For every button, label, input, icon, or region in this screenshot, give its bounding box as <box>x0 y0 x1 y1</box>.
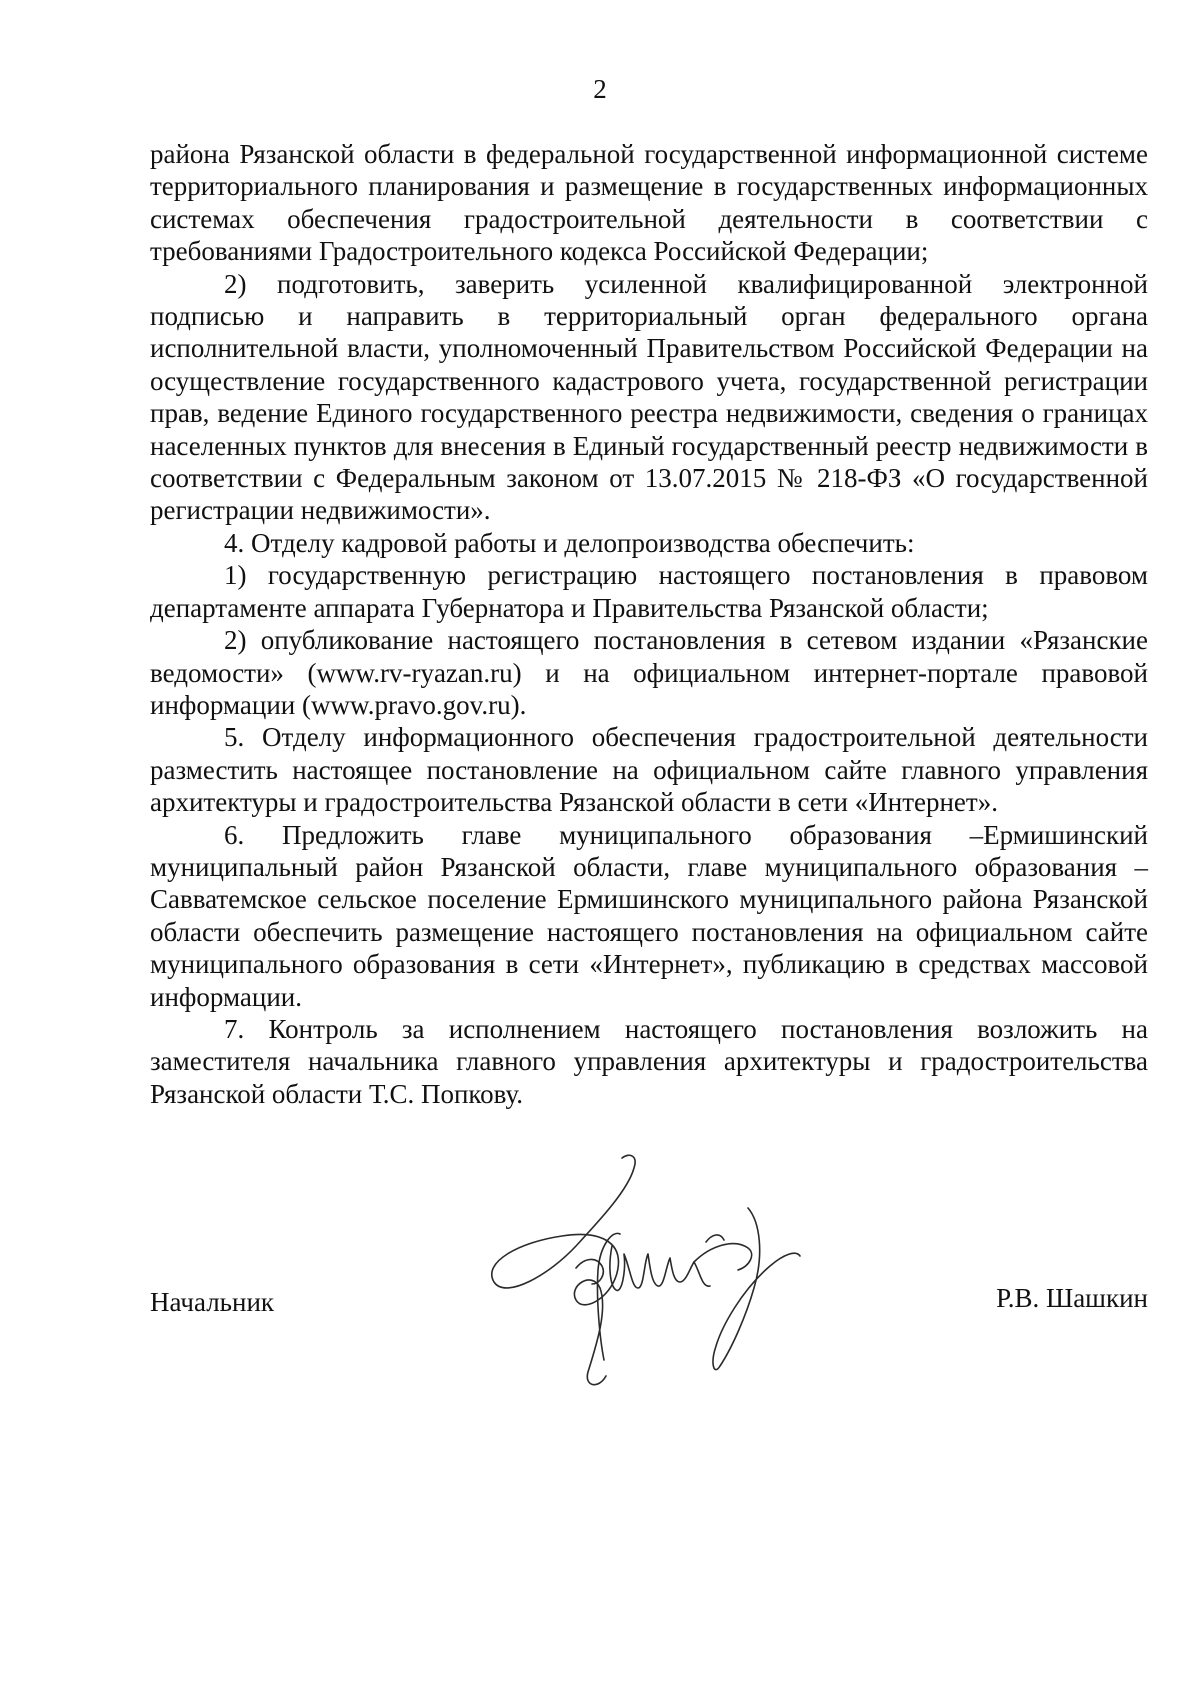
paragraph-item-5: 5. Отделу информационного обеспечения градостроительной деятельности разместить настоящее постановление на официальном сайте главного управления архитектуры и градостроительства Рязанской области в сети «Интернет». <box>150 722 1148 818</box>
page-number: 2 <box>593 74 607 104</box>
paragraph-item-7: 7. Контроль за исполнением настоящего постановления возложить на заместителя начальника главного управления архитектуры и градостроительства Рязанской области Т.С. Попкову. <box>150 1013 1148 1109</box>
signatory-position: Начальник <box>150 1287 275 1317</box>
paragraph-item-4: 4. Отделу кадровой работы и делопроизводства обеспечить: <box>224 527 915 558</box>
paragraph-item-6: 6. Предложить главе муниципального образования –Ермишинский муниципальный район Рязанской области, главе муниципального образования – Савватемское сельское поселение Ермишинского муниципального района Рязанской области обеспечить размещение настоящего постановления на официальном сайте муниципального образования в сети «Интернет», публикацию в средствах массовой информации. <box>150 819 1148 1012</box>
paragraph-item-4-1: 1) государственную регистрацию настоящего постановления в правовом департаменте аппарата Губернатора и Правительства Рязанской области; <box>150 560 1148 623</box>
signatory-name: Р.В. Шашкин <box>996 1283 1148 1313</box>
paragraph-item-2-cadastre: 2) подготовить, заверить усиленной квалифицированной электронной подписью и направить в территориальный орган федерального органа исполнительной власти, уполномоченный Правительством Российской Федерации на осуществление государственного кадастрового учета, государственной регистрации прав, ведение Единого государственного реестра недвижимости, сведения о границах населенных пунктов для внесения в Единый государственный реестр недвижимости в соответствии с Федеральным законом от 13.07.2015 № 218-ФЗ «О государственной регистрации недвижимости». <box>150 268 1148 526</box>
paragraph-item-4-2: 2) опубликование настоящего постановления в сетевом издании «Рязанские ведомости» (www.rv-ryazan.ru) и на официальном интернет-портале правовой информации (www.pravo.gov.ru). <box>150 625 1148 720</box>
handwritten-signature <box>480 1150 820 1400</box>
document-body <box>150 138 1148 1110</box>
paragraph-continuation: района Рязанской области в федеральной государственной информационной системе территориального планирования и размещение в государственных информационных системах обеспечения градостроительной деятельности в соответствии с требованиями Градостроительного кодекса Российской Федерации; <box>150 139 1148 267</box>
